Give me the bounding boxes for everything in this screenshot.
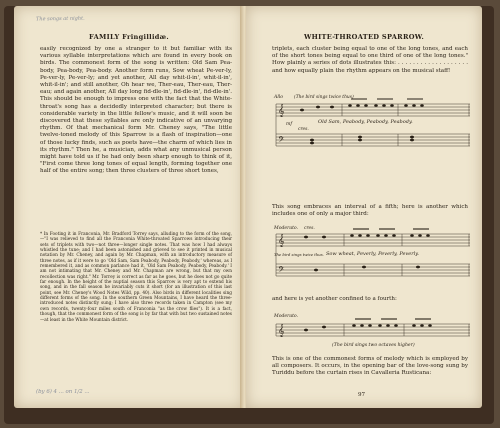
music1-lyric-top: (The bird sings twice thus) (294, 95, 354, 100)
music1-cres: cres. (298, 127, 309, 132)
music-example-2 (272, 224, 472, 282)
music1-tempo: Allo (274, 95, 284, 100)
right-intro-text: triplets, each cluster being equal to one of the long tones, and each of the short tones being equal to one third of one of the long tones." How plainly a series of dots illustrates this: . . . . . . . . . . . . . . . . . . . and how equally plain the rhythm appears on the musical staff! (272, 46, 468, 74)
right-page (246, 6, 482, 408)
left-body-text: easily recognized by one a stranger to it but familiar with its various syllable interpretations which are found in every book on birds. The commonest form of the song is written: Old Sam Pea-body, Pea-body, Pea-body. Another form runs, Sow wheat Pe-ver-ly, Pe-ver-ly, Pe-ver-ly; and yet another, All day whit-il-in', whit-il-in', whit-il-in'; and still another, Oh hear we, Ther-eau, Ther-eau, Ther-eau; and again another, All day long fid-dle-in', fid-dle-in', fid-dle-in'. This should be enough to impress one with the fact that the White-throat's song has a decidedly interpreted character; but there is considerable variety in the little fellow's music, and it will soon be discovered that these syllables are only indicative of an unvarying rhythm. Of that mechanical form Mr. Cheney says, "The little twelve-toned melody of this Sparrow is a flash of inspiration—one of those lucky finds, such as poets have—the charm of which lies in its rhythm." Then he, a musician, adds what any unmusical person might have told us if he had only been sharp enough to think of it, "First come three long tones of equal length, forming together one half of the entire song; then three clusters of three short tones, (40, 46, 232, 175)
music-example-3 (272, 310, 472, 350)
music2-lyric: Sow wheat, Peverly, Peverly, Peverly. (326, 251, 419, 257)
svg-text:𝄞: 𝄞 (278, 324, 285, 337)
svg-text:𝄞: 𝄞 (278, 104, 285, 117)
music2-tempo: Moderato. (274, 226, 299, 231)
music1-marking: mf (286, 122, 293, 127)
staff-2-svg (272, 224, 472, 282)
page-number: 97 (358, 392, 366, 398)
music-example-1 (272, 92, 472, 154)
left-footnote: * In Footing it in Franconia, Mr. Bradford Torrey says, alluding to the form of the song,—"I was relieved to find all the Franconia White-throated Sparrows introducing their sets of triplets with two—not three—longer single notes. That was how I had always whistled the tune; and I had been astonished and grieved to see it printed in musical notation by Mr. Cheney, and again by Mr. Chapman, with an introductory measure of three notes, as if it were to go 'Old Sam, Sam Peabody, Peabody, Peabody,' whereas, as I remembered it, and as common parlance had it, 'Old Sam Peabody, Peabody, Peabody.' I am not intimating that Mr. Cheney and Mr. Chapman are wrong, but that my own recollection was right." Mr. Torrey is correct as far as he goes, but he does not go quite far enough. In the height of the nuptial season this Sparrow is very apt to extend his song, and in the fall season he invariably cuts it short (for an illustration of this last point, see Mr. Cheney's Wood Notes Wild, pp. 40). Also birds in different localities sing different forms of the song. In the southern Green Mountains, I have heard the three-introduced notes distinctly sung; I have also three records taken in Campton (see my own records, twenty-four miles south of Franconia "as the crow flies"). It is a fact, though, that the commonest form of the song is by far that with but two sustained notes—at least in the White Mountain district. (40, 232, 232, 323)
music3-tempo: Moderato. (274, 314, 299, 319)
music3-lyric: (The bird sings two octaves higher) (332, 343, 415, 348)
pencil-annotation-bottom: (by 6) 4 ... on 1/2 ... (36, 389, 90, 395)
staff-3-svg (272, 310, 472, 350)
music1-lyric: Old Sam, Peabody, Peabody, Peabody. (318, 119, 413, 125)
running-head-right: WHITE-THROATED SPARROW. (303, 33, 425, 41)
svg-text:𝄢: 𝄢 (278, 136, 285, 147)
right-closing-text: This is one of the commonest forms of melody which is employed by all composers. It occurs, in the opening bar of the love-song sung by Turiddu before the curtain rises in Cavalleria Rusticana: (272, 356, 468, 377)
right-fourth-text: and here is yet another confined to a fourth: (272, 296, 397, 302)
svg-text:𝄢: 𝄢 (278, 266, 285, 277)
music2-cres: cres. (304, 226, 315, 231)
music2-side-label: The bird sings twice thus. (274, 252, 324, 257)
running-head-left: FAMILY Fringillidæ. (88, 33, 169, 41)
pencil-annotation-top: The songs at night. (35, 15, 85, 23)
left-page (14, 6, 244, 408)
svg-text:𝄞: 𝄞 (278, 234, 285, 247)
staff-1-svg (272, 92, 472, 154)
right-middle-text: This song embraces an interval of a fifth; here is another which includes one of only a major third: (272, 204, 468, 218)
